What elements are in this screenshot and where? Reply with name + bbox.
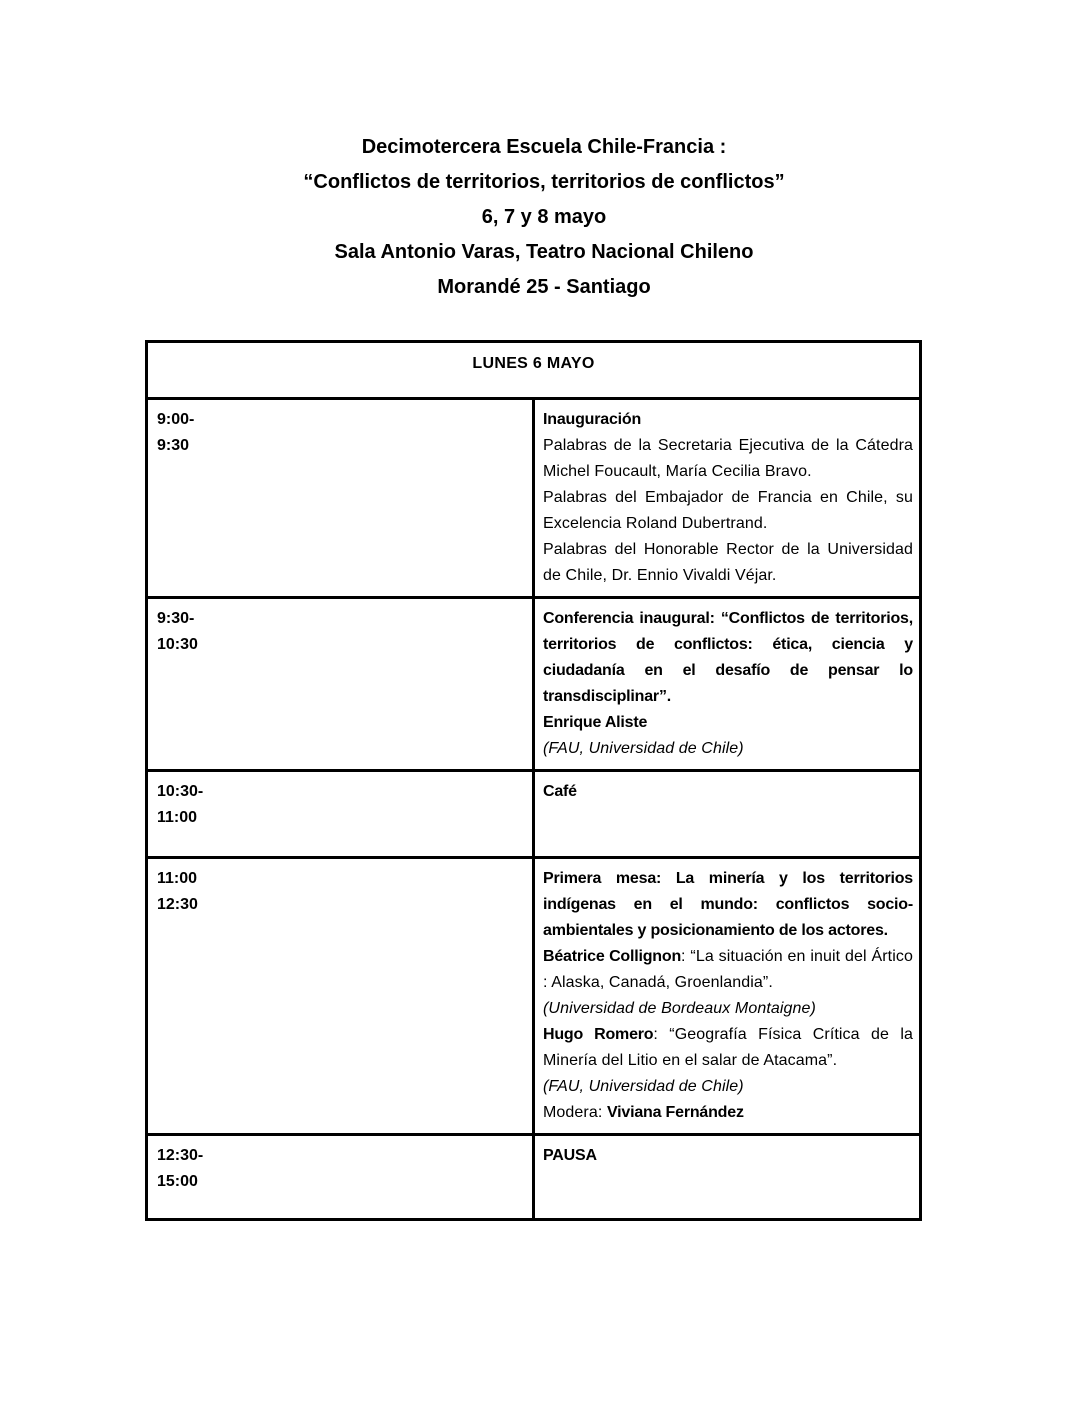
schedule-row bbox=[147, 771, 921, 858]
text-segment: (FAU, Universidad de Chile) bbox=[543, 740, 744, 757]
document-title-block bbox=[0, 0, 1088, 305]
text-segment: (FAU, Universidad de Chile) bbox=[543, 1078, 744, 1095]
schedule-row bbox=[147, 1135, 921, 1220]
title-line-venue: Sala Antonio Varas, Teatro Nacional Chileno bbox=[334, 241, 754, 263]
day-header-row bbox=[147, 342, 921, 399]
text-segment: Conferencia inaugural: “Conflictos de territorios, territorios de conflictos: ética, ciencia y ciudadanía en el desafío de pensar lo transdisciplinar”. bbox=[543, 610, 913, 705]
session-paragraph bbox=[543, 944, 913, 996]
time-line: 12:30 bbox=[157, 896, 198, 913]
session-paragraph bbox=[543, 1022, 913, 1074]
time-cell bbox=[147, 1135, 534, 1220]
time-cell bbox=[147, 399, 534, 598]
title-line-event: Decimotercera Escuela Chile-Francia : bbox=[361, 136, 727, 158]
text-segment: Café bbox=[543, 783, 577, 800]
time-line: 12:30- bbox=[157, 1147, 204, 1164]
text-segment: Primera mesa: La minería y los territorios indígenas en el mundo: conflictos socio-ambientales y posicionamiento de los actores. bbox=[543, 870, 913, 939]
time-cell bbox=[147, 771, 534, 858]
time-line: 11:00 bbox=[157, 809, 198, 826]
day-header: LUNES 6 MAYO bbox=[147, 342, 921, 399]
time-line: 10:30- bbox=[157, 783, 204, 800]
time-cell bbox=[147, 858, 534, 1135]
session-paragraph bbox=[543, 996, 913, 1022]
session-paragraph bbox=[543, 779, 913, 805]
session-cell bbox=[534, 1135, 921, 1220]
session-paragraph bbox=[543, 866, 913, 944]
title-line-theme: “Conflictos de territorios, territorios de conflictos” bbox=[303, 171, 785, 193]
schedule-table bbox=[145, 340, 922, 1221]
text-segment: : “La situación en inuit del Ártico : Alaska, Canadá, Groenlandia”. bbox=[543, 948, 913, 991]
schedule-body bbox=[147, 399, 921, 1220]
session-paragraph bbox=[543, 606, 913, 710]
session-cell bbox=[534, 399, 921, 598]
text-segment: Viviana Fernández bbox=[606, 1104, 744, 1121]
session-cell bbox=[534, 771, 921, 858]
time-line: 9:00- bbox=[157, 411, 195, 428]
text-segment: : “Geografía Física Crítica de la Minería del Litio en el salar de Atacama”. bbox=[543, 1026, 914, 1069]
text-segment: PAUSA bbox=[543, 1147, 597, 1164]
time-line: 9:30 bbox=[157, 437, 190, 454]
text-segment: (Universidad de Bordeaux Montaigne) bbox=[543, 1000, 816, 1017]
session-paragraph bbox=[543, 537, 913, 589]
session-cell bbox=[534, 598, 921, 771]
text-segment: Modera: bbox=[543, 1104, 607, 1121]
time-cell bbox=[147, 598, 534, 771]
session-paragraph bbox=[543, 1100, 913, 1126]
time-line: 11:00 bbox=[157, 870, 198, 887]
time-line: 15:00 bbox=[157, 1173, 198, 1190]
session-cell bbox=[534, 858, 921, 1135]
title-line-dates: 6, 7 y 8 mayo bbox=[481, 206, 607, 228]
session-paragraph bbox=[543, 407, 913, 433]
session-paragraph bbox=[543, 485, 913, 537]
text-segment: Béatrice Collignon bbox=[543, 948, 682, 965]
text-segment: Hugo Romero bbox=[543, 1026, 654, 1043]
session-paragraph bbox=[543, 1143, 913, 1169]
schedule-row bbox=[147, 858, 921, 1135]
time-line: 10:30 bbox=[157, 636, 198, 653]
time-line: 9:30- bbox=[157, 610, 195, 627]
text-segment: Palabras del Embajador de Francia en Chile, su Excelencia Roland Dubertrand. bbox=[543, 489, 913, 532]
session-paragraph bbox=[543, 1074, 913, 1100]
session-paragraph bbox=[543, 710, 913, 736]
session-paragraph bbox=[543, 736, 913, 762]
text-segment: Inauguración bbox=[543, 411, 642, 428]
schedule-row bbox=[147, 598, 921, 771]
text-segment: Palabras de la Secretaria Ejecutiva de la Cátedra Michel Foucault, María Cecilia Bravo. bbox=[543, 437, 913, 480]
schedule-header bbox=[147, 342, 921, 399]
session-paragraph bbox=[543, 433, 913, 485]
title-line-address: Morandé 25 - Santiago bbox=[437, 276, 651, 298]
text-segment: Enrique Aliste bbox=[543, 714, 648, 731]
text-segment: Palabras del Honorable Rector de la Universidad de Chile, Dr. Ennio Vivaldi Véjar. bbox=[543, 541, 913, 584]
schedule-row bbox=[147, 399, 921, 598]
